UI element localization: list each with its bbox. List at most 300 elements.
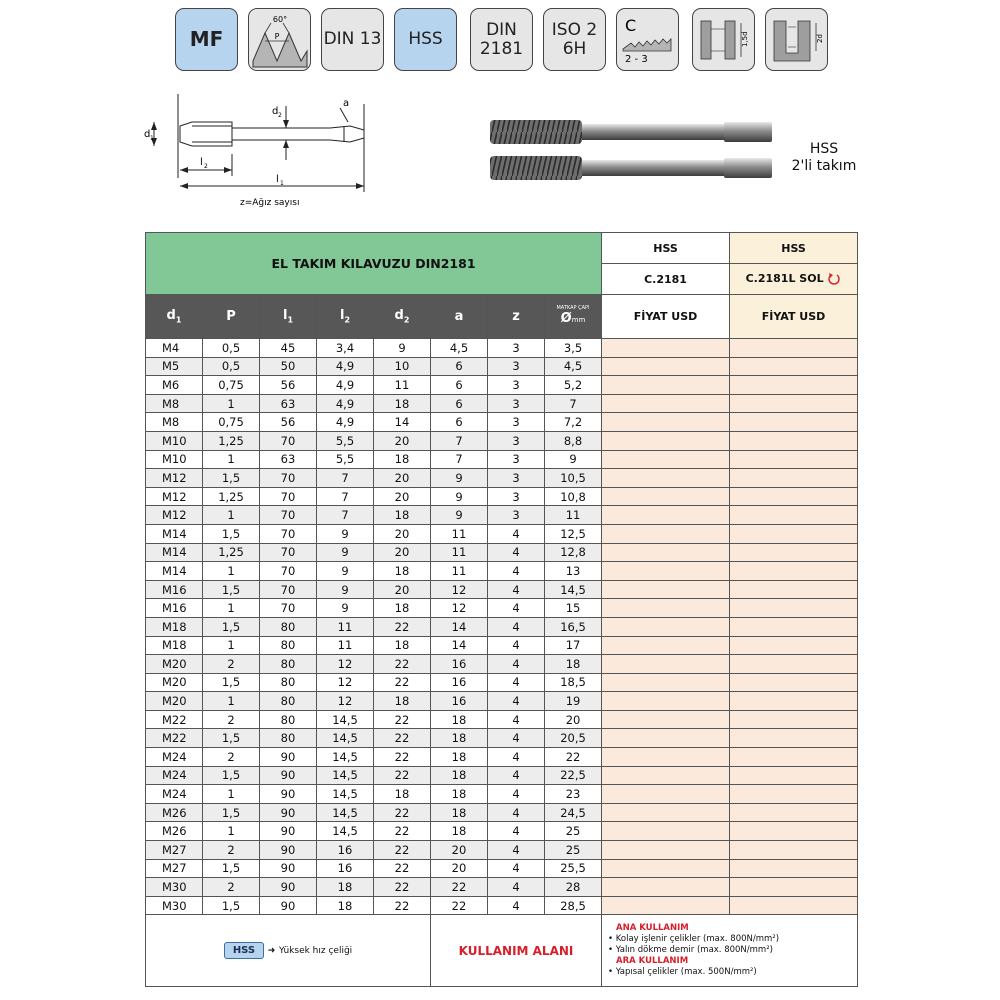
table-cell: 18 bbox=[374, 506, 431, 525]
usage-title: KULLANIM ALANI bbox=[458, 943, 574, 958]
table-cell: 12 bbox=[431, 599, 488, 618]
din2181-line2: 2181 bbox=[479, 38, 524, 59]
table-cell: 11 bbox=[431, 562, 488, 581]
table-cell: 4 bbox=[488, 859, 545, 878]
table-cell: M27 bbox=[146, 859, 203, 878]
table-cell: 2 bbox=[203, 878, 260, 897]
price-cell bbox=[730, 859, 858, 878]
din13-badge bbox=[321, 8, 384, 71]
table-cell: M22 bbox=[146, 729, 203, 748]
l1-text: l bbox=[276, 174, 279, 185]
price-cell bbox=[602, 822, 730, 841]
price1-head: FİYAT USD bbox=[602, 295, 730, 339]
table-cell: 10 bbox=[374, 357, 431, 376]
table-cell: 1 bbox=[203, 692, 260, 711]
table-cell: 3 bbox=[488, 506, 545, 525]
price-cell bbox=[730, 339, 858, 358]
table-cell: M8 bbox=[146, 413, 203, 432]
table-cell: 25,5 bbox=[545, 859, 602, 878]
table-row bbox=[146, 562, 858, 581]
table-cell: 4 bbox=[488, 803, 545, 822]
table-cell: 12 bbox=[317, 655, 374, 674]
table-cell: 3 bbox=[488, 394, 545, 413]
table-cell: 80 bbox=[260, 692, 317, 711]
table-cell: 1 bbox=[203, 506, 260, 525]
blind-hole-icon bbox=[768, 11, 826, 69]
table-cell: 2 bbox=[203, 655, 260, 674]
price-cell bbox=[730, 636, 858, 655]
col-a bbox=[431, 295, 488, 339]
table-cell: 90 bbox=[260, 748, 317, 767]
table-cell: M27 bbox=[146, 841, 203, 860]
d1-sub: 1 bbox=[150, 135, 154, 142]
price-cell bbox=[602, 450, 730, 469]
chamfer-letter: C bbox=[624, 15, 636, 35]
tap-spec-table bbox=[145, 232, 858, 987]
hss-badge-top bbox=[394, 8, 457, 71]
price-cell bbox=[602, 580, 730, 599]
table-cell: 4 bbox=[488, 543, 545, 562]
table-row bbox=[146, 357, 858, 376]
table-row bbox=[146, 506, 858, 525]
table-cell: 4,9 bbox=[317, 394, 374, 413]
table-cell: 12,5 bbox=[545, 524, 602, 543]
table-cell: 22 bbox=[431, 878, 488, 897]
table-cell: 22 bbox=[374, 896, 431, 915]
table-cell: 20 bbox=[545, 710, 602, 729]
l1-sub: 1 bbox=[280, 180, 284, 187]
table-cell: 80 bbox=[260, 617, 317, 636]
iso-line1: ISO 2 bbox=[551, 19, 598, 40]
table-cell: 1,5 bbox=[203, 617, 260, 636]
table-cell: 16 bbox=[317, 859, 374, 878]
table-cell: 1,5 bbox=[203, 469, 260, 488]
footer-hss-badge: HSS bbox=[224, 942, 264, 959]
table-cell: 3 bbox=[488, 339, 545, 358]
table-cell: 18 bbox=[431, 766, 488, 785]
tap-2 bbox=[490, 156, 772, 180]
col-l1 bbox=[260, 295, 317, 339]
table-cell: 1,25 bbox=[203, 543, 260, 562]
price-cell bbox=[602, 487, 730, 506]
table-cell: 10,8 bbox=[545, 487, 602, 506]
table-cell: 18 bbox=[374, 562, 431, 581]
table-row bbox=[146, 580, 858, 599]
table-cell: 4 bbox=[488, 524, 545, 543]
table-cell: 90 bbox=[260, 859, 317, 878]
col-drill bbox=[545, 295, 602, 339]
angle-text: 60° bbox=[272, 14, 287, 24]
din2181-line1: DIN bbox=[486, 19, 517, 40]
table-cell: M5 bbox=[146, 357, 203, 376]
price-cell bbox=[730, 376, 858, 395]
table-cell: 70 bbox=[260, 469, 317, 488]
price-cell bbox=[602, 599, 730, 618]
table-cell: M14 bbox=[146, 562, 203, 581]
table-row bbox=[146, 710, 858, 729]
table-cell: 70 bbox=[260, 599, 317, 618]
d2-sub: 2 bbox=[278, 112, 282, 119]
price-cell bbox=[730, 580, 858, 599]
table-cell: 1,5 bbox=[203, 896, 260, 915]
table-cell: 9 bbox=[431, 506, 488, 525]
table-cell: M24 bbox=[146, 766, 203, 785]
table-cell: 70 bbox=[260, 580, 317, 599]
table-cell: 4,9 bbox=[317, 413, 374, 432]
pitch-text: P bbox=[274, 31, 279, 41]
legend-arrow-icon: ➜ bbox=[267, 946, 276, 957]
other-use-1: • Yapısal çelikler (max. 500N/mm²) bbox=[608, 967, 757, 978]
table-cell: 4 bbox=[488, 636, 545, 655]
code1: C.2181 bbox=[602, 264, 730, 295]
price-cell bbox=[730, 896, 858, 915]
col-d1-sub: 1 bbox=[175, 315, 182, 325]
table-cell: 14,5 bbox=[317, 785, 374, 804]
table-cell: M18 bbox=[146, 636, 203, 655]
table-cell: 22,5 bbox=[545, 766, 602, 785]
table-cell: 1 bbox=[203, 562, 260, 581]
table-cell: 9 bbox=[431, 487, 488, 506]
col-a-label: a bbox=[454, 309, 464, 324]
table-cell: 0,75 bbox=[203, 413, 260, 432]
table-cell: 0,5 bbox=[203, 357, 260, 376]
table-cell: 0,75 bbox=[203, 376, 260, 395]
price-cell bbox=[602, 469, 730, 488]
table-cell: 0,5 bbox=[203, 339, 260, 358]
table-cell: 6 bbox=[431, 394, 488, 413]
table-cell: M20 bbox=[146, 692, 203, 711]
table-cell: 9 bbox=[317, 580, 374, 599]
price-cell bbox=[730, 729, 858, 748]
table-cell: 7 bbox=[431, 431, 488, 450]
table-cell: 20 bbox=[431, 859, 488, 878]
table-cell: 3 bbox=[488, 376, 545, 395]
table-cell: 3,4 bbox=[317, 339, 374, 358]
table-cell: 5,5 bbox=[317, 450, 374, 469]
table-cell: 20 bbox=[374, 487, 431, 506]
table-cell: 6 bbox=[431, 413, 488, 432]
table-cell: 4 bbox=[488, 766, 545, 785]
table-row bbox=[146, 413, 858, 432]
table-cell: 4 bbox=[488, 896, 545, 915]
price-cell bbox=[730, 357, 858, 376]
table-cell: 4,9 bbox=[317, 357, 374, 376]
table-cell: 18 bbox=[374, 599, 431, 618]
table-cell: 56 bbox=[260, 376, 317, 395]
table-cell: M6 bbox=[146, 376, 203, 395]
drill-symbol: Ø bbox=[560, 311, 572, 326]
table-cell: 4 bbox=[488, 655, 545, 674]
table-cell: 4 bbox=[488, 599, 545, 618]
table-row bbox=[146, 822, 858, 841]
table-cell: 5,5 bbox=[317, 431, 374, 450]
table-cell: 22 bbox=[545, 748, 602, 767]
table-row bbox=[146, 339, 858, 358]
table-cell: 4 bbox=[488, 841, 545, 860]
table-cell: 7 bbox=[317, 469, 374, 488]
price-cell bbox=[730, 524, 858, 543]
table-cell: M12 bbox=[146, 469, 203, 488]
table-cell: 1 bbox=[203, 394, 260, 413]
col-l2-sub: 2 bbox=[344, 315, 351, 325]
table-cell: 14,5 bbox=[317, 748, 374, 767]
d2-text: d bbox=[272, 106, 279, 117]
table-cell: M30 bbox=[146, 896, 203, 915]
table-cell: 16 bbox=[431, 673, 488, 692]
table-cell: 22 bbox=[374, 822, 431, 841]
price-cell bbox=[730, 562, 858, 581]
table-cell: 11 bbox=[317, 636, 374, 655]
table-cell: 1 bbox=[203, 599, 260, 618]
table-cell: 3 bbox=[488, 450, 545, 469]
price-cell bbox=[730, 394, 858, 413]
table-cell: 7 bbox=[545, 394, 602, 413]
table-cell: 18 bbox=[431, 803, 488, 822]
table-cell: 1 bbox=[203, 822, 260, 841]
table-row bbox=[146, 487, 858, 506]
price-cell bbox=[730, 785, 858, 804]
table-cell: 56 bbox=[260, 413, 317, 432]
z-note: z=Ağız sayısı bbox=[240, 198, 300, 208]
table-cell: 11 bbox=[545, 506, 602, 525]
price-cell bbox=[730, 692, 858, 711]
table-cell: 9 bbox=[317, 562, 374, 581]
table-cell: 22 bbox=[374, 710, 431, 729]
col-z bbox=[488, 295, 545, 339]
price-cell bbox=[730, 450, 858, 469]
table-cell: 4 bbox=[488, 617, 545, 636]
col-d2-sub: 2 bbox=[403, 315, 410, 325]
table-cell: 90 bbox=[260, 822, 317, 841]
table-cell: 11 bbox=[317, 617, 374, 636]
table-cell: 4,9 bbox=[317, 376, 374, 395]
table-cell: 80 bbox=[260, 636, 317, 655]
table-cell: 22 bbox=[374, 748, 431, 767]
table-cell: 16 bbox=[317, 841, 374, 860]
price-cell bbox=[730, 878, 858, 897]
price-cell bbox=[602, 339, 730, 358]
table-cell: 1,5 bbox=[203, 803, 260, 822]
price-cell bbox=[730, 543, 858, 562]
mf-badge bbox=[175, 8, 238, 71]
table-cell: 70 bbox=[260, 431, 317, 450]
price-cell bbox=[730, 766, 858, 785]
table-cell: 3 bbox=[488, 431, 545, 450]
price-cell bbox=[730, 487, 858, 506]
table-cell: 11 bbox=[431, 543, 488, 562]
col-l1-label: l bbox=[282, 308, 288, 324]
table-cell: 18 bbox=[374, 636, 431, 655]
price-cell bbox=[602, 543, 730, 562]
table-cell: M30 bbox=[146, 878, 203, 897]
col-d2 bbox=[374, 295, 431, 339]
code2-cell bbox=[730, 264, 858, 295]
table-cell: M4 bbox=[146, 339, 203, 358]
table-cell: 80 bbox=[260, 655, 317, 674]
table-cell: 11 bbox=[374, 376, 431, 395]
table-cell: 3 bbox=[488, 413, 545, 432]
price-cell bbox=[602, 617, 730, 636]
table-cell: 7,2 bbox=[545, 413, 602, 432]
price-cell bbox=[730, 803, 858, 822]
table-cell: 22 bbox=[374, 803, 431, 822]
table-cell: 9 bbox=[545, 450, 602, 469]
table-cell: 1,5 bbox=[203, 766, 260, 785]
table-cell: 18 bbox=[431, 710, 488, 729]
table-cell: 4 bbox=[488, 562, 545, 581]
table-cell: 14,5 bbox=[317, 710, 374, 729]
price-cell bbox=[602, 710, 730, 729]
table-cell: 16 bbox=[431, 692, 488, 711]
table-cell: 1,5 bbox=[203, 580, 260, 599]
table-cell: 90 bbox=[260, 766, 317, 785]
table-cell: M14 bbox=[146, 524, 203, 543]
table-cell: M26 bbox=[146, 803, 203, 822]
price-cell bbox=[602, 431, 730, 450]
photo-caption bbox=[784, 141, 864, 175]
table-row bbox=[146, 617, 858, 636]
col-l2 bbox=[317, 295, 374, 339]
table-row bbox=[146, 896, 858, 915]
l2-text: l bbox=[200, 157, 203, 168]
table-title: EL TAKIM KILAVUZU DIN2181 bbox=[146, 233, 602, 295]
table-cell: 18 bbox=[374, 450, 431, 469]
price-cell bbox=[730, 841, 858, 860]
price-cell bbox=[730, 822, 858, 841]
table-cell: 12 bbox=[431, 580, 488, 599]
table-cell: 18 bbox=[374, 692, 431, 711]
table-cell: M10 bbox=[146, 431, 203, 450]
chamfer-badge bbox=[616, 8, 679, 71]
table-cell: 20 bbox=[374, 580, 431, 599]
iso-line2: 6H bbox=[562, 38, 587, 59]
table-cell: 90 bbox=[260, 841, 317, 860]
din2181-badge bbox=[470, 8, 533, 71]
table-cell: 13 bbox=[545, 562, 602, 581]
table-cell: 14 bbox=[431, 617, 488, 636]
table-cell: 2 bbox=[203, 710, 260, 729]
chamfer-value: 2 - 3 bbox=[624, 53, 648, 65]
table-row bbox=[146, 673, 858, 692]
price-cell bbox=[602, 841, 730, 860]
price-cell bbox=[602, 524, 730, 543]
col-l2-label: l bbox=[339, 308, 345, 324]
table-cell: 6 bbox=[431, 376, 488, 395]
l2-sub: 2 bbox=[204, 163, 208, 170]
table-row bbox=[146, 524, 858, 543]
table-cell: 10,5 bbox=[545, 469, 602, 488]
main-use-1: • Kolay işlenir çelikler (max. 800N/mm²) bbox=[608, 934, 780, 945]
drill-icon bbox=[545, 311, 601, 328]
table-cell: 1,5 bbox=[203, 729, 260, 748]
table-cell: 22 bbox=[374, 617, 431, 636]
table-row bbox=[146, 394, 858, 413]
table-cell: 22 bbox=[374, 841, 431, 860]
table-cell: M24 bbox=[146, 785, 203, 804]
table-cell: 18 bbox=[317, 878, 374, 897]
footer-hss-desc: Yüksek hız çeliği bbox=[279, 946, 353, 957]
table-row bbox=[146, 729, 858, 748]
table-cell: 90 bbox=[260, 896, 317, 915]
table-cell: 5,2 bbox=[545, 376, 602, 395]
table-cell: 4,5 bbox=[431, 339, 488, 358]
table-cell: 1 bbox=[203, 450, 260, 469]
table-cell: 22 bbox=[374, 878, 431, 897]
table-cell: 7 bbox=[317, 487, 374, 506]
table-cell: 90 bbox=[260, 803, 317, 822]
table-row bbox=[146, 431, 858, 450]
code2: C.2181L SOL bbox=[745, 272, 824, 285]
table-row bbox=[146, 376, 858, 395]
table-cell: 24,5 bbox=[545, 803, 602, 822]
table-row bbox=[146, 543, 858, 562]
table-cell: 4 bbox=[488, 748, 545, 767]
thread-angle-badge bbox=[248, 8, 311, 71]
table-cell: 4 bbox=[488, 710, 545, 729]
footer-legend bbox=[146, 915, 431, 987]
table-cell: 1,25 bbox=[203, 487, 260, 506]
col-p bbox=[203, 295, 260, 339]
table-cell: 20 bbox=[374, 469, 431, 488]
table-cell: 70 bbox=[260, 543, 317, 562]
table-cell: 12 bbox=[317, 673, 374, 692]
table-cell: 6 bbox=[431, 357, 488, 376]
hss-col1-head: HSS bbox=[602, 233, 730, 264]
col-d1-label: d bbox=[166, 308, 176, 324]
table-cell: M12 bbox=[146, 506, 203, 525]
table-cell: 4 bbox=[488, 822, 545, 841]
mf-label: MF bbox=[189, 27, 224, 51]
table-cell: M26 bbox=[146, 822, 203, 841]
table-cell: 18 bbox=[431, 785, 488, 804]
drill-top-label: MATKAP ÇAPI bbox=[556, 305, 590, 311]
table-cell: 80 bbox=[260, 729, 317, 748]
table-cell: 4 bbox=[488, 673, 545, 692]
table-row bbox=[146, 878, 858, 897]
price-cell bbox=[730, 413, 858, 432]
usage-list bbox=[602, 915, 858, 987]
table-cell: 70 bbox=[260, 506, 317, 525]
col-d2-label: d bbox=[394, 308, 404, 324]
table-cell: 90 bbox=[260, 878, 317, 897]
col-z-label: z bbox=[512, 309, 520, 324]
photo-caption-line2: 2'li takım bbox=[791, 158, 857, 174]
table-cell: 20 bbox=[431, 841, 488, 860]
through-text: 1,5d bbox=[740, 30, 749, 47]
table-cell: 1,5 bbox=[203, 859, 260, 878]
price-cell bbox=[602, 394, 730, 413]
table-cell: 70 bbox=[260, 487, 317, 506]
price-cell bbox=[730, 469, 858, 488]
hss-top-label: HSS bbox=[408, 29, 443, 49]
table-cell: M16 bbox=[146, 580, 203, 599]
table-cell: 18 bbox=[431, 822, 488, 841]
table-cell: 28 bbox=[545, 878, 602, 897]
table-cell: 90 bbox=[260, 785, 317, 804]
price2-head: FİYAT USD bbox=[730, 295, 858, 339]
left-hand-arrow-icon bbox=[827, 272, 841, 286]
table-cell: 3 bbox=[488, 469, 545, 488]
table-cell: 63 bbox=[260, 394, 317, 413]
table-cell: 12,8 bbox=[545, 543, 602, 562]
price-cell bbox=[602, 655, 730, 674]
photo-caption-line1: HSS bbox=[809, 141, 839, 157]
price-cell bbox=[602, 859, 730, 878]
table-cell: 18 bbox=[431, 729, 488, 748]
table-cell: 22 bbox=[374, 859, 431, 878]
table-cell: M22 bbox=[146, 710, 203, 729]
blind-hole-badge bbox=[765, 8, 828, 71]
